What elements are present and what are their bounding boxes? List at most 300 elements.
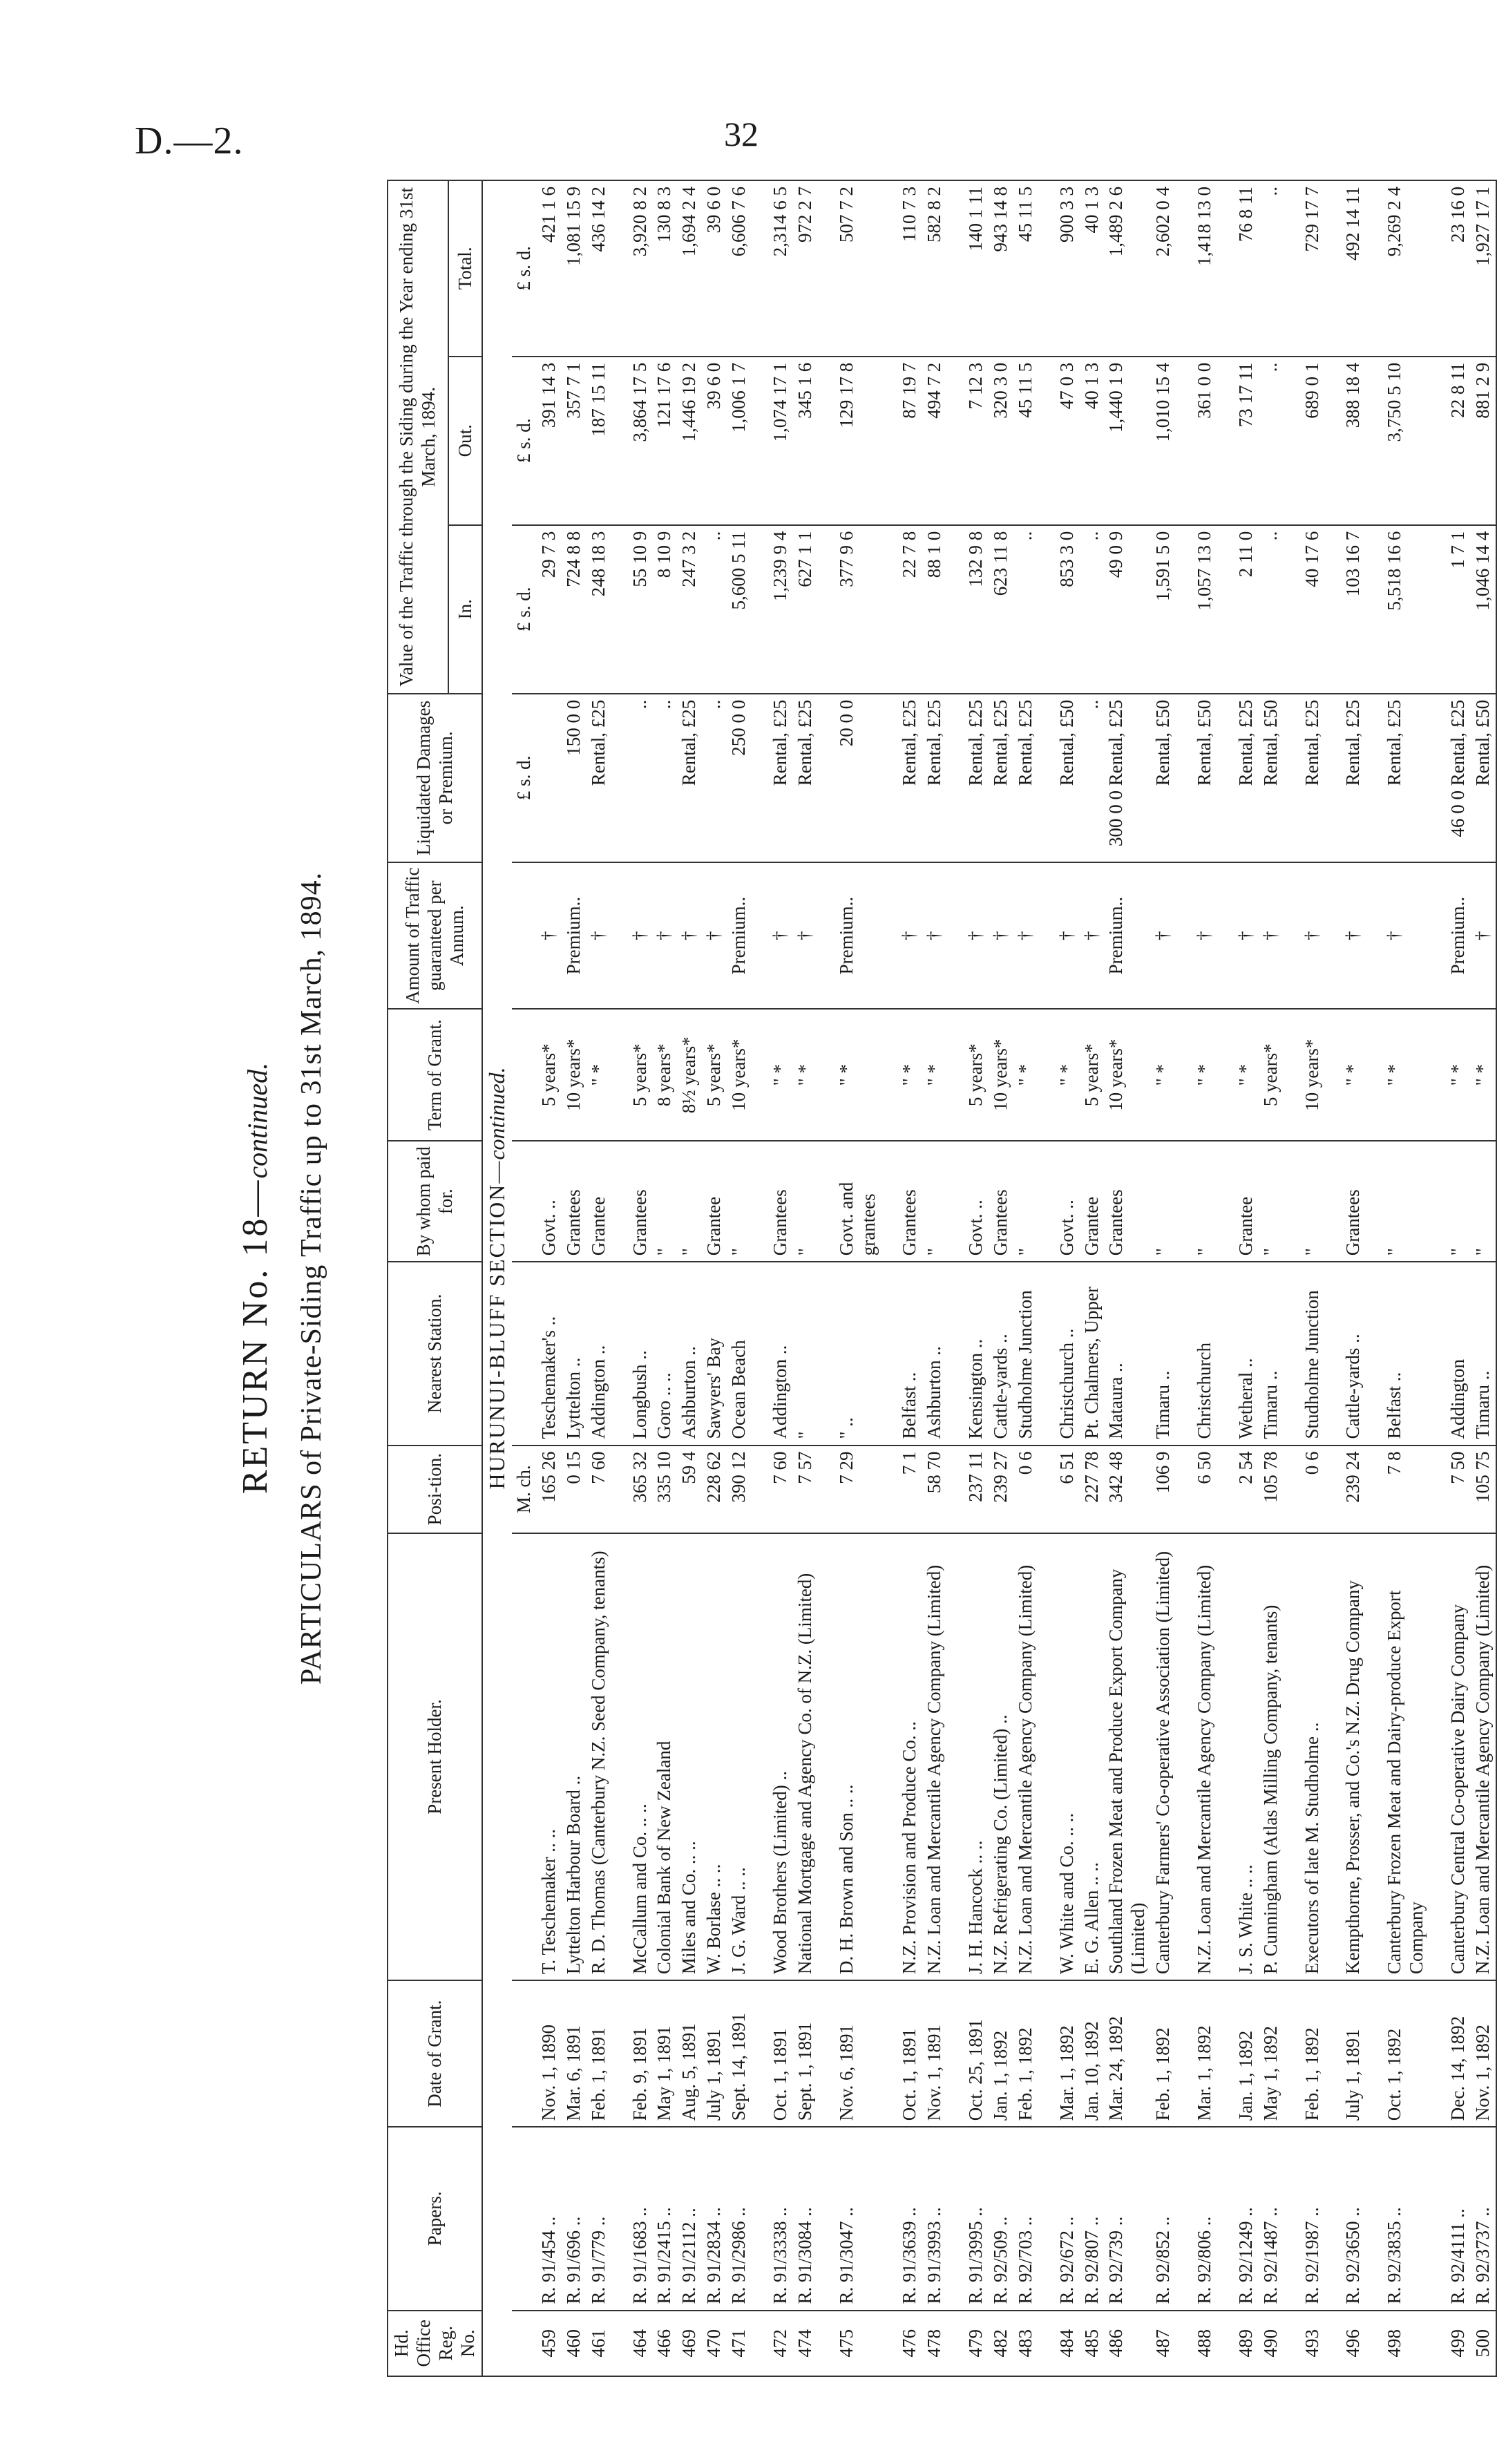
out-cell: 22 8 11 <box>1429 357 1471 525</box>
amount-cell: Premium.. <box>1104 862 1151 1009</box>
out-cell: 40 1 3 <box>1080 357 1105 525</box>
return-title <box>228 180 276 2377</box>
total-cell: .. <box>1259 180 1284 357</box>
unit-total: £ s. d. <box>512 180 537 357</box>
reg-no-cell: 464 <box>611 2311 653 2376</box>
term-cell: 5 years* <box>611 1009 653 1141</box>
holder-cell: J. G. Ward .. .. <box>727 1533 752 1980</box>
in-cell: 248 18 3 <box>587 525 611 694</box>
amount-cell: † <box>1324 862 1366 1009</box>
term-cell: " * <box>1429 1009 1471 1141</box>
position-cell: 7 29 <box>818 1446 881 1533</box>
term-cell: " * <box>587 1009 611 1141</box>
papers-cell: R. 91/3084 .. <box>793 2127 818 2310</box>
total-cell: 110 7 3 <box>881 180 922 357</box>
total-cell: 1,694 2 4 <box>677 180 702 357</box>
table-body <box>482 180 1496 2376</box>
station-cell: Studholme Junction <box>1284 1262 1325 1445</box>
date-cell: Oct. 1, 1892 <box>1366 1980 1429 2127</box>
reg-no-cell: 475 <box>818 2311 881 2376</box>
total-cell: 1,418 13 0 <box>1176 180 1217 357</box>
date-cell: Feb. 1, 1891 <box>587 1980 611 2127</box>
in-cell: 132 9 8 <box>947 525 989 694</box>
holder-cell: N.Z. Loan and Mercantile Agency Company (Limited) <box>922 1533 947 1980</box>
out-cell: 129 17 8 <box>818 357 881 525</box>
paid-for-cell: Govt. .. <box>537 1141 562 1262</box>
reg-no-cell: 500 <box>1471 2311 1496 2376</box>
date-cell: Jan. 10, 1892 <box>1080 1980 1105 2127</box>
holder-cell: Colonial Bank of New Zealand <box>652 1533 677 1980</box>
station-cell: Belfast .. <box>1366 1262 1429 1445</box>
station-cell: Ocean Beach <box>727 1262 752 1445</box>
amount-cell: Premium.. <box>1429 862 1471 1009</box>
table-row <box>818 180 881 2376</box>
table-row <box>793 180 818 2376</box>
total-cell: 507 7 2 <box>818 180 881 357</box>
col-header-value-group: Value of the Traffic through the Siding during the Year ending 31st March, 1894. <box>388 180 448 694</box>
total-cell: 40 1 3 <box>1080 180 1105 357</box>
in-cell: 29 7 3 <box>537 525 562 694</box>
in-cell: .. <box>1013 525 1038 694</box>
out-cell: 494 7 2 <box>922 357 947 525</box>
in-cell: 1,591 5 0 <box>1151 525 1176 694</box>
return-title-main: RETURN No. 18— <box>236 1178 275 1495</box>
term-cell: " * <box>1151 1009 1176 1141</box>
holder-cell: J. S. White .. .. <box>1217 1533 1259 1980</box>
holder-cell: T. Teschemaker .. .. <box>537 1533 562 1980</box>
position-cell: 0 15 <box>562 1446 587 1533</box>
liquidated-cell: 20 0 0 <box>818 694 881 862</box>
holder-cell: National Mortgage and Agency Co. of N.Z. (Limited) <box>793 1533 818 1980</box>
position-cell: 365 32 <box>611 1446 653 1533</box>
paid-for-cell: Grantee <box>587 1141 611 1262</box>
paid-for-cell: Grantee <box>702 1141 727 1262</box>
station-cell: Belfast .. <box>881 1262 922 1445</box>
station-cell: Kensington .. <box>947 1262 989 1445</box>
table-row <box>1217 180 1259 2376</box>
paid-for-cell: " <box>652 1141 677 1262</box>
paid-for-cell: " <box>677 1141 702 1262</box>
in-cell: 22 7 8 <box>881 525 922 694</box>
paid-for-cell: Grantees <box>1324 1141 1366 1262</box>
reg-no-cell: 499 <box>1429 2311 1471 2376</box>
station-cell: Cattle-yards .. <box>1324 1262 1366 1445</box>
in-cell: 5,518 16 6 <box>1366 525 1429 694</box>
reg-no-cell: 472 <box>752 2311 793 2376</box>
paid-for-cell: " <box>793 1141 818 1262</box>
col-header-papers: Papers. <box>388 2127 482 2310</box>
liquidated-cell: Rental, £50 <box>1176 694 1217 862</box>
papers-cell: R. 91/2415 .. <box>652 2127 677 2310</box>
date-cell: Jan. 1, 1892 <box>989 1980 1013 2127</box>
section-row <box>482 180 512 2376</box>
col-header-out: Out. <box>448 357 483 525</box>
total-cell: 582 8 2 <box>922 180 947 357</box>
liquidated-cell: Rental, £25 <box>677 694 702 862</box>
position-cell: 59 4 <box>677 1446 702 1533</box>
in-cell: 55 10 9 <box>611 525 653 694</box>
liquidated-cell: 150 0 0 <box>562 694 587 862</box>
amount-cell: † <box>881 862 922 1009</box>
out-cell: 388 18 4 <box>1324 357 1366 525</box>
term-cell: " * <box>1038 1009 1080 1141</box>
table-row <box>1324 180 1366 2376</box>
in-cell: 5,600 5 11 <box>727 525 752 694</box>
amount-cell: † <box>1284 862 1325 1009</box>
position-cell: 106 9 <box>1151 1446 1176 1533</box>
amount-cell: Premium.. <box>562 862 587 1009</box>
station-cell: Addington <box>1429 1262 1471 1445</box>
station-cell: Timaru .. <box>1471 1262 1496 1445</box>
reg-no-cell: 490 <box>1259 2311 1284 2376</box>
in-cell: 88 1 0 <box>922 525 947 694</box>
liquidated-cell: Rental, £25 <box>1284 694 1325 862</box>
papers-cell: R. 92/3650 .. <box>1324 2127 1366 2310</box>
in-cell: 103 16 7 <box>1324 525 1366 694</box>
papers-cell: R. 92/739 .. <box>1104 2127 1151 2310</box>
term-cell: 8½ years* <box>677 1009 702 1141</box>
in-cell: 49 0 9 <box>1104 525 1151 694</box>
total-cell: 45 11 5 <box>1013 180 1038 357</box>
papers-cell: R. 91/3338 .. <box>752 2127 793 2310</box>
total-cell: 9,269 2 4 <box>1366 180 1429 357</box>
papers-cell: R. 91/2112 .. <box>677 2127 702 2310</box>
reg-no-cell: 485 <box>1080 2311 1105 2376</box>
station-cell: Mataura .. <box>1104 1262 1151 1445</box>
station-cell: Wetheral .. <box>1217 1262 1259 1445</box>
out-cell: 320 3 0 <box>989 357 1013 525</box>
term-cell: " * <box>1471 1009 1496 1141</box>
liquidated-cell: .. <box>652 694 677 862</box>
total-cell: 2,602 0 4 <box>1151 180 1176 357</box>
papers-cell: R. 92/3737 .. <box>1471 2127 1496 2310</box>
position-cell: 239 24 <box>1324 1446 1366 1533</box>
station-cell: Lyttelton .. <box>562 1262 587 1445</box>
out-cell: 881 2 9 <box>1471 357 1496 525</box>
total-cell: 23 16 0 <box>1429 180 1471 357</box>
papers-cell: R. 91/696 .. <box>562 2127 587 2310</box>
col-header-station: Nearest Station. <box>388 1262 482 1445</box>
out-cell: 1,010 15 4 <box>1151 357 1176 525</box>
liquidated-cell: Rental, £25 <box>793 694 818 862</box>
out-cell: 357 7 1 <box>562 357 587 525</box>
reg-no-cell: 489 <box>1217 2311 1259 2376</box>
out-cell: 87 19 7 <box>881 357 922 525</box>
in-cell: 1 7 1 <box>1429 525 1471 694</box>
holder-cell: E. G. Allen .. .. <box>1080 1533 1105 1980</box>
term-cell: 8 years* <box>652 1009 677 1141</box>
liquidated-cell: 250 0 0 <box>727 694 752 862</box>
total-cell: 1,489 2 6 <box>1104 180 1151 357</box>
date-cell: Feb. 1, 1892 <box>1151 1980 1176 2127</box>
papers-cell: R. 92/1987 .. <box>1284 2127 1325 2310</box>
total-cell: 76 8 11 <box>1217 180 1259 357</box>
table-row <box>677 180 702 2376</box>
paid-for-cell: Govt. .. <box>1038 1141 1080 1262</box>
date-cell: Mar. 24, 1892 <box>1104 1980 1151 2127</box>
holder-cell: R. D. Thomas (Canterbury N.Z. Seed Company, tenants) <box>587 1533 611 1980</box>
date-cell: Mar. 1, 1892 <box>1176 1980 1217 2127</box>
position-cell: 2 54 <box>1217 1446 1259 1533</box>
liquidated-cell <box>537 694 562 862</box>
term-cell: " * <box>818 1009 881 1141</box>
holder-cell: N.Z. Loan and Mercantile Agency Company (Limited) <box>1471 1533 1496 1980</box>
return-title-continued: continued. <box>242 1062 273 1179</box>
station-cell: Ashburton .. <box>922 1262 947 1445</box>
col-header-holder: Present Holder. <box>388 1533 482 1980</box>
liquidated-cell: Rental, £25 <box>1013 694 1038 862</box>
date-cell: Mar. 1, 1892 <box>1038 1980 1080 2127</box>
date-cell: May 1, 1891 <box>652 1980 677 2127</box>
papers-cell: R. 92/1249 .. <box>1217 2127 1259 2310</box>
out-cell: 1,440 1 9 <box>1104 357 1151 525</box>
total-cell: 729 17 7 <box>1284 180 1325 357</box>
table-row <box>1151 180 1176 2376</box>
station-cell: Christchurch <box>1176 1262 1217 1445</box>
holder-cell: Wood Brothers (Limited) .. <box>752 1533 793 1980</box>
in-cell: .. <box>1259 525 1284 694</box>
reg-no-cell: 478 <box>922 2311 947 2376</box>
reg-no-cell: 487 <box>1151 2311 1176 2376</box>
out-cell: 391 14 3 <box>537 357 562 525</box>
col-header-amount: Amount of Traffic guaranteed per Annum. <box>388 862 482 1009</box>
table-subtitle: PARTICULARS of Private-Siding Traffic up to 31st March, 1894. <box>296 871 327 1685</box>
in-cell: 627 1 1 <box>793 525 818 694</box>
amount-cell: † <box>793 862 818 1009</box>
liquidated-cell: Rental, £50 <box>1471 694 1496 862</box>
liquidated-cell: Rental, £25 <box>947 694 989 862</box>
amount-cell: † <box>677 862 702 1009</box>
out-cell: 1,074 17 1 <box>752 357 793 525</box>
station-cell: Timaru .. <box>1259 1262 1284 1445</box>
col-header-position: Posi-tion. <box>388 1446 482 1533</box>
total-cell: 3,920 8 2 <box>611 180 653 357</box>
paid-for-cell: " <box>1471 1141 1496 1262</box>
amount-cell: † <box>1080 862 1105 1009</box>
term-cell: 10 years* <box>727 1009 752 1141</box>
amount-cell: † <box>1471 862 1496 1009</box>
amount-cell: † <box>1366 862 1429 1009</box>
term-cell: " * <box>1324 1009 1366 1141</box>
paid-for-cell: Grantees <box>611 1141 653 1262</box>
station-cell: Studholme Junction <box>1013 1262 1038 1445</box>
liquidated-cell: Rental, £25 <box>922 694 947 862</box>
paid-for-cell: Grantees <box>1104 1141 1151 1262</box>
unit-position: M. ch. <box>512 1446 537 1533</box>
out-cell: 7 12 3 <box>947 357 989 525</box>
amount-cell: † <box>1038 862 1080 1009</box>
reg-no-cell: 469 <box>677 2311 702 2376</box>
in-cell: 1,239 9 4 <box>752 525 793 694</box>
date-cell: July 1, 1891 <box>1324 1980 1366 2127</box>
unit-liquidated: £ s. d. <box>512 694 537 862</box>
table-row <box>1176 180 1217 2376</box>
date-cell: Nov. 1, 1891 <box>922 1980 947 2127</box>
out-cell: 47 0 3 <box>1038 357 1080 525</box>
paid-for-cell: " <box>1259 1141 1284 1262</box>
amount-cell: † <box>947 862 989 1009</box>
liquidated-cell: Rental, £25 <box>587 694 611 862</box>
papers-cell: R. 92/806 .. <box>1176 2127 1217 2310</box>
total-cell: 421 1 6 <box>537 180 562 357</box>
reg-no-cell: 476 <box>881 2311 922 2376</box>
station-cell: Pt. Chalmers, Upper <box>1080 1262 1105 1445</box>
term-cell: 5 years* <box>1259 1009 1284 1141</box>
term-cell: " * <box>1176 1009 1217 1141</box>
position-cell: 228 62 <box>702 1446 727 1533</box>
position-cell: 6 51 <box>1038 1446 1080 1533</box>
paid-for-cell: Grantee <box>1080 1141 1105 1262</box>
date-cell: Sept. 14, 1891 <box>727 1980 752 2127</box>
holder-cell: N.Z. Provision and Produce Co. .. <box>881 1533 922 1980</box>
title-block <box>228 180 366 2377</box>
paid-for-cell: " <box>727 1141 752 1262</box>
table-row <box>587 180 611 2376</box>
table-row <box>1366 180 1429 2376</box>
position-cell: 7 50 <box>1429 1446 1471 1533</box>
out-cell: 73 17 11 <box>1217 357 1259 525</box>
reg-no-cell: 459 <box>537 2311 562 2376</box>
amount-cell: Premium.. <box>818 862 881 1009</box>
table-row <box>1080 180 1105 2376</box>
out-cell: 345 1 6 <box>793 357 818 525</box>
amount-cell: † <box>922 862 947 1009</box>
liquidated-cell: .. <box>611 694 653 862</box>
rotated-table-stage <box>228 180 1493 2377</box>
term-cell: " * <box>1013 1009 1038 1141</box>
station-cell: Christchurch .. <box>1038 1262 1080 1445</box>
amount-cell: Premium.. <box>727 862 752 1009</box>
amount-cell: † <box>1013 862 1038 1009</box>
liquidated-cell: Rental, £50 <box>1259 694 1284 862</box>
paid-for-cell: Grantees <box>752 1141 793 1262</box>
paid-for-cell: Govt. and grantees <box>818 1141 881 1262</box>
term-cell: " * <box>1366 1009 1429 1141</box>
position-cell: 335 10 <box>652 1446 677 1533</box>
term-cell: " * <box>922 1009 947 1141</box>
term-cell: 10 years* <box>1284 1009 1325 1141</box>
liquidated-cell: .. <box>702 694 727 862</box>
position-cell: 7 8 <box>1366 1446 1429 1533</box>
paid-for-cell: " <box>1429 1141 1471 1262</box>
paid-for-cell: " <box>1151 1141 1176 1262</box>
station-cell: Timaru .. <box>1151 1262 1176 1445</box>
papers-cell: R. 91/3993 .. <box>922 2127 947 2310</box>
date-cell: July 1, 1891 <box>702 1980 727 2127</box>
col-header-in: In. <box>448 525 483 694</box>
in-cell: 377 9 6 <box>818 525 881 694</box>
section-continued: continued. <box>484 1067 510 1160</box>
reg-no-cell: 461 <box>587 2311 611 2376</box>
reg-no-cell: 471 <box>727 2311 752 2376</box>
holder-cell: P. Cunningham (Atlas Milling Company, tenants) <box>1259 1533 1284 1980</box>
table-row <box>1259 180 1284 2376</box>
position-cell: 165 26 <box>537 1446 562 1533</box>
total-cell: 140 1 11 <box>947 180 989 357</box>
section-heading <box>482 180 512 2376</box>
total-cell: 492 14 11 <box>1324 180 1366 357</box>
position-cell: 237 11 <box>947 1446 989 1533</box>
paid-for-cell: Grantees <box>881 1141 922 1262</box>
in-cell: 1,046 14 4 <box>1471 525 1496 694</box>
reg-no-cell: 483 <box>1013 2311 1038 2376</box>
table-row <box>611 180 653 2376</box>
total-cell: 6,606 7 6 <box>727 180 752 357</box>
reg-no-cell: 498 <box>1366 2311 1429 2376</box>
holder-cell: N.Z. Loan and Mercantile Agency Company (Limited) <box>1013 1533 1038 1980</box>
reg-no-cell: 496 <box>1324 2311 1366 2376</box>
date-cell: Feb. 1, 1892 <box>1013 1980 1038 2127</box>
total-cell: 39 6 0 <box>702 180 727 357</box>
position-cell: 0 6 <box>1013 1446 1038 1533</box>
position-cell: 227 78 <box>1080 1446 1105 1533</box>
holder-cell: W. White and Co. .. .. <box>1038 1533 1080 1980</box>
reg-no-cell: 479 <box>947 2311 989 2376</box>
paid-for-cell: " <box>1366 1141 1429 1262</box>
in-cell: 623 11 8 <box>989 525 1013 694</box>
col-header-liquidated: Liquidated Damages or Premium. <box>388 694 482 862</box>
reg-no-cell: 493 <box>1284 2311 1325 2376</box>
date-cell: Dec. 14, 1892 <box>1429 1980 1471 2127</box>
term-cell: 5 years* <box>947 1009 989 1141</box>
liquidated-cell: Rental, £25 <box>881 694 922 862</box>
in-cell: 1,057 13 0 <box>1176 525 1217 694</box>
col-header-reg-no: Hd. Office Reg. No. <box>388 2311 482 2376</box>
liquidated-cell: .. <box>1080 694 1105 862</box>
reg-no-cell: 474 <box>793 2311 818 2376</box>
table-row <box>1429 180 1471 2376</box>
papers-cell: R. 91/3995 .. <box>947 2127 989 2310</box>
liquidated-cell: Rental, £25 <box>989 694 1013 862</box>
in-cell: 40 17 6 <box>1284 525 1325 694</box>
col-header-date: Date of Grant. <box>388 1980 482 2127</box>
table-row <box>881 180 922 2376</box>
amount-cell: † <box>989 862 1013 1009</box>
date-cell: Feb. 9, 1891 <box>611 1980 653 2127</box>
unit-out: £ s. d. <box>512 357 537 525</box>
reg-no-cell: 484 <box>1038 2311 1080 2376</box>
papers-cell: R. 92/703 .. <box>1013 2127 1038 2310</box>
position-cell: 342 48 <box>1104 1446 1151 1533</box>
amount-cell: † <box>611 862 653 1009</box>
page-header <box>0 0 1484 166</box>
papers-cell: R. 91/2834 .. <box>702 2127 727 2310</box>
date-cell: Nov. 6, 1891 <box>818 1980 881 2127</box>
position-cell: 6 50 <box>1176 1446 1217 1533</box>
date-cell: Oct. 1, 1891 <box>752 1980 793 2127</box>
units-row <box>512 180 537 2376</box>
date-cell: Nov. 1, 1890 <box>537 1980 562 2127</box>
term-cell: " * <box>752 1009 793 1141</box>
paid-for-cell: Grantees <box>989 1141 1013 1262</box>
out-cell: 1,006 1 7 <box>727 357 752 525</box>
total-cell: 2,314 6 5 <box>752 180 793 357</box>
date-cell: Nov. 1, 1892 <box>1471 1980 1496 2127</box>
position-cell: 7 1 <box>881 1446 922 1533</box>
amount-cell: † <box>1259 862 1284 1009</box>
out-cell: 121 17 6 <box>652 357 677 525</box>
papers-cell: R. 91/1683 .. <box>611 2127 653 2310</box>
total-cell: 972 2 7 <box>793 180 818 357</box>
papers-cell: R. 91/779 .. <box>587 2127 611 2310</box>
liquidated-cell: Rental, £25 <box>1324 694 1366 862</box>
term-cell: 5 years* <box>1080 1009 1105 1141</box>
amount-cell: † <box>587 862 611 1009</box>
position-cell: 7 60 <box>587 1446 611 1533</box>
holder-cell: W. Borlase .. .. <box>702 1533 727 1980</box>
out-cell: 187 15 11 <box>587 357 611 525</box>
station-cell: Ashburton .. <box>677 1262 702 1445</box>
